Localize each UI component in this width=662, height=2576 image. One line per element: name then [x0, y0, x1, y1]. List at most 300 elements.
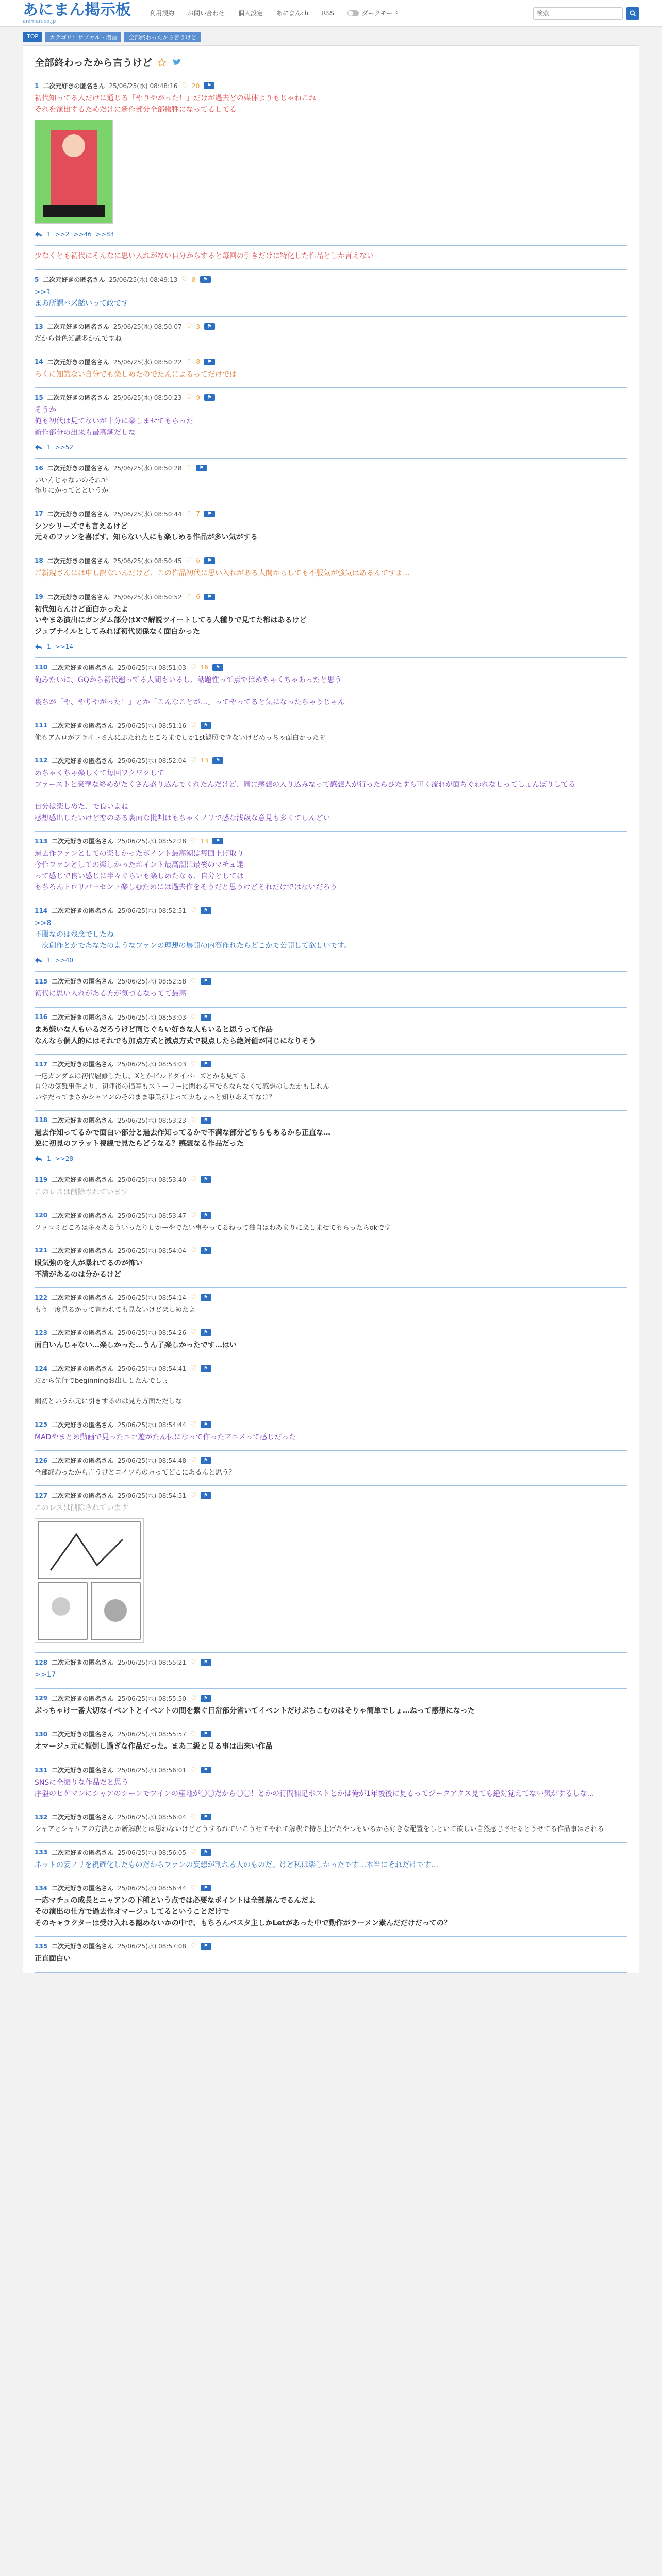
- post-date: 25/06/25(水) 08:50:52: [113, 593, 182, 601]
- post-number[interactable]: 18: [35, 557, 43, 565]
- post-author: 二次元好きの匿名さん: [52, 1814, 114, 1821]
- like-count: 13: [200, 757, 208, 765]
- heart-icon[interactable]: ♡: [181, 276, 188, 284]
- post-author: 二次元好きの匿名さん: [47, 510, 109, 518]
- reply-link[interactable]: >>14: [55, 642, 74, 650]
- post-line: 新作部分の出来も最高潮だしな: [35, 428, 136, 437]
- post-date: 25/06/25(水) 08:52:58: [118, 978, 187, 986]
- post: [35, 1724, 627, 1760]
- reply-link[interactable]: 1: [47, 642, 51, 650]
- post-body: [35, 405, 627, 438]
- post-number[interactable]: 132: [35, 1813, 48, 1821]
- post-number[interactable]: 15: [35, 394, 43, 401]
- post: [35, 388, 627, 459]
- post-line: だから先行でbeginningお出ししたんでしょ: [35, 1377, 169, 1385]
- report-button[interactable]: ⚑: [204, 323, 215, 330]
- post-date: 25/06/25(水) 08:53:03: [118, 1061, 187, 1069]
- heart-icon[interactable]: ♡: [190, 663, 196, 671]
- post-date: 25/06/25(水) 08:55:50: [118, 1694, 187, 1702]
- post: [35, 1241, 627, 1288]
- heart-icon[interactable]: ♡: [190, 1329, 196, 1337]
- post: [35, 972, 627, 1008]
- post-line: 眼気強のを人が暴れてるのが怖い: [35, 1259, 143, 1267]
- post-date: 25/06/25(水) 08:57:08: [118, 1943, 187, 1951]
- post-line: SNSに全振りな作品だと思う: [35, 1778, 129, 1787]
- share-bird-icon[interactable]: [172, 58, 182, 66]
- report-button[interactable]: ⚑: [201, 1457, 211, 1464]
- like-count: 8: [196, 358, 200, 366]
- post: [35, 587, 627, 658]
- report-button[interactable]: ⚑: [201, 1659, 211, 1666]
- heart-icon[interactable]: ♡: [190, 1884, 196, 1892]
- post-line: 面白いんじゃない…楽しかった…うん了楽しかったです…はい: [35, 1341, 237, 1350]
- post-number[interactable]: 16: [35, 464, 43, 472]
- post-number[interactable]: 130: [35, 1730, 48, 1738]
- post-header: [35, 1211, 627, 1220]
- post-body: [35, 733, 627, 743]
- breadcrumb-thread[interactable]: 全部終わったから言うけど: [124, 32, 201, 42]
- post-author: 二次元好きの匿名さん: [52, 1731, 114, 1738]
- post-number[interactable]: 121: [35, 1247, 48, 1255]
- heart-icon[interactable]: ♡: [190, 1730, 196, 1738]
- post-header: [35, 1491, 627, 1500]
- post-date: 25/06/25(水) 08:54:26: [118, 1329, 187, 1337]
- post: [35, 551, 627, 587]
- breadcrumb-category[interactable]: カテゴリ：サブカル・漫画: [45, 32, 121, 42]
- post-line: もちろんトロリパーセント楽しむためには過去作をそうだと思うけどそれだけではないだろう: [35, 883, 338, 892]
- post-date: 25/06/25(水) 08:54:14: [118, 1294, 187, 1302]
- post: [35, 1288, 627, 1323]
- post-date: 25/06/25(水) 08:50:22: [113, 358, 182, 366]
- reply-link[interactable]: 1: [47, 444, 51, 451]
- post-number[interactable]: 134: [35, 1884, 48, 1892]
- post-date: 25/06/25(水) 08:51:16: [118, 722, 187, 730]
- post-date: 25/06/25(水) 08:49:13: [109, 276, 178, 284]
- post-number[interactable]: 133: [35, 1849, 48, 1856]
- post-author: 二次元好きの匿名さん: [52, 907, 114, 915]
- post-header: [35, 556, 627, 565]
- post: [35, 1653, 627, 1689]
- report-button[interactable]: ⚑: [201, 1014, 211, 1021]
- post-date: 25/06/25(水) 08:56:05: [118, 1849, 187, 1856]
- post-date: 25/06/25(水) 08:52:28: [118, 838, 187, 845]
- post: [35, 901, 627, 972]
- post-header: [35, 663, 627, 672]
- post-header: [35, 322, 627, 331]
- post-line: このレスは削除されています: [35, 1504, 128, 1513]
- post: [35, 751, 627, 832]
- report-button[interactable]: ⚑: [201, 722, 211, 729]
- report-button[interactable]: ⚑: [201, 1176, 211, 1183]
- post-line: って感じで良い感じに半々ぐらいも楽しめたなぁ、自分としては: [35, 872, 244, 880]
- post-header: [35, 1812, 627, 1821]
- post-number[interactable]: 111: [35, 722, 48, 730]
- heart-icon[interactable]: ♡: [190, 1013, 196, 1021]
- report-button[interactable]: ⚑: [212, 757, 223, 764]
- post-line: 鋼初というか元に引きするのは見方方面ただしな: [35, 1398, 183, 1406]
- heart-icon[interactable]: ♡: [190, 1420, 196, 1429]
- post-author: 二次元好きの匿名さん: [52, 757, 114, 765]
- reply-link[interactable]: 1: [47, 231, 51, 239]
- post-number[interactable]: 123: [35, 1329, 48, 1336]
- report-button[interactable]: ⚑: [201, 1212, 211, 1219]
- report-button[interactable]: ⚑: [201, 907, 211, 914]
- post-number[interactable]: 5: [35, 276, 39, 283]
- post-line: いいんじゃないのそれで: [35, 477, 109, 485]
- post-header: [35, 1766, 627, 1774]
- post-line: 俺も初代は見てないが十分に楽しませてもらった: [35, 417, 193, 426]
- reply-links: [35, 231, 627, 238]
- post-body: [35, 287, 627, 309]
- like-count: 13: [200, 837, 208, 845]
- post-date: 25/06/25(水) 08:53:47: [118, 1212, 187, 1219]
- heart-icon[interactable]: ♡: [181, 82, 188, 90]
- post: [35, 1170, 627, 1206]
- post: [35, 317, 627, 352]
- post-header: [35, 756, 627, 765]
- report-button[interactable]: ⚑: [201, 1061, 211, 1067]
- heart-icon[interactable]: ♡: [190, 977, 196, 986]
- like-count: 20: [192, 82, 200, 90]
- post-line: ろくに知識ない自分でも楽しめたのでたんによるってだけでは: [35, 370, 237, 379]
- post-line: [35, 686, 627, 697]
- post-number[interactable]: 13: [35, 323, 43, 330]
- post-body: [35, 1072, 627, 1103]
- heart-icon[interactable]: ♡: [190, 1694, 196, 1702]
- attached-image[interactable]: [35, 120, 113, 224]
- post-line: このレスは削除されています: [35, 1188, 128, 1197]
- post-line: 自分は楽しめた、で良いよね: [35, 803, 128, 811]
- post-number[interactable]: 126: [35, 1456, 48, 1464]
- reply-link[interactable]: >>40: [55, 957, 74, 964]
- heart-icon[interactable]: ♡: [190, 907, 196, 915]
- post-author: 二次元好きの匿名さん: [52, 1492, 114, 1500]
- post-number[interactable]: 115: [35, 977, 48, 985]
- post-number[interactable]: 120: [35, 1212, 48, 1219]
- thread-content: [23, 45, 639, 1973]
- heart-icon[interactable]: ♡: [190, 1456, 196, 1465]
- post-body: [35, 476, 627, 496]
- search-input[interactable]: [533, 7, 623, 20]
- post-date: 25/06/25(水) 08:55:57: [118, 1731, 187, 1738]
- post-body: [35, 1468, 627, 1478]
- post-date: 25/06/25(水) 08:52:04: [118, 757, 187, 765]
- post: [35, 1055, 627, 1110]
- post-line: 俺みたいに、GQから初代遡ってる人間もいるし、話題性って点ではめちゃくちゃあったと思う: [35, 675, 342, 684]
- report-button[interactable]: ⚑: [212, 664, 223, 671]
- logo-title[interactable]: あにまん掲示板: [23, 1, 131, 19]
- report-button[interactable]: ⚑: [204, 394, 215, 401]
- post-line: 俺もアムロがブライトさんにぶたれたところまでしか1st観照できないけどめっちゃ面白かったぞ: [35, 734, 326, 742]
- post-line: めちゃくちゃ楽しくて毎回ワクワクして: [35, 769, 164, 777]
- report-button[interactable]: ⚑: [201, 1421, 211, 1428]
- heart-icon[interactable]: ♡: [186, 592, 192, 601]
- heart-icon[interactable]: ♡: [190, 1492, 196, 1500]
- post-author: 二次元好きの匿名さん: [47, 323, 109, 331]
- reply-link[interactable]: 1: [47, 1155, 51, 1163]
- post-author: 二次元好きの匿名さん: [47, 358, 109, 366]
- post-number[interactable]: 114: [35, 907, 48, 914]
- search-button[interactable]: [626, 7, 639, 20]
- reply-link[interactable]: >>28: [55, 1155, 74, 1163]
- nav-rss[interactable]: RSS: [322, 9, 334, 17]
- heart-icon[interactable]: ♡: [186, 510, 192, 518]
- post-line: 二次創作とかであなたのようなファンの理想の展開の内容作れたらどこかで公開して欲しいです。: [35, 941, 352, 950]
- post-line: 少なくとも初代にそんなに思い入れがない自分からすると毎回の引きだけに特化した作品としか言えない: [35, 252, 374, 261]
- post-line: もう一度見るかって言われても見ないけど楽しめたよ: [35, 1306, 196, 1314]
- heart-icon[interactable]: ♡: [190, 1294, 196, 1302]
- post-number[interactable]: 19: [35, 593, 43, 601]
- heart-icon[interactable]: ♡: [186, 556, 192, 565]
- post-date: 25/06/25(水) 08:53:40: [118, 1176, 187, 1184]
- post-number[interactable]: 135: [35, 1942, 48, 1950]
- post-body: [35, 521, 627, 544]
- post-line: 自分の気難事件より、初陣後の描写もストーリーに関わる事でもならなくて感想のしたかもしれん: [35, 1083, 330, 1091]
- reply-links: [35, 643, 627, 650]
- post-body: [35, 849, 627, 893]
- post-header: [35, 837, 627, 845]
- post-line: 初代知らんけど面白かったよ: [35, 605, 128, 614]
- post-number[interactable]: 112: [35, 757, 48, 765]
- report-button[interactable]: ⚑: [204, 557, 215, 564]
- report-button[interactable]: ⚑: [201, 1247, 211, 1254]
- post-date: 25/06/25(水) 08:50:28: [113, 465, 182, 472]
- like-count: 8: [192, 276, 196, 283]
- post-number[interactable]: 1: [35, 82, 39, 90]
- post-number[interactable]: 128: [35, 1658, 48, 1666]
- reply-icon: [35, 957, 43, 963]
- post-body: [35, 1223, 627, 1233]
- top-bar: [0, 0, 662, 27]
- nav-contact[interactable]: お問い合わせ: [188, 10, 225, 17]
- heart-icon[interactable]: ♡: [190, 1246, 196, 1255]
- post-header: [35, 464, 627, 472]
- report-button[interactable]: ⚑: [204, 594, 215, 600]
- reply-link[interactable]: >>46: [73, 231, 92, 239]
- search-area: [533, 7, 639, 20]
- heart-icon[interactable]: ♡: [190, 1060, 196, 1069]
- post-number[interactable]: 122: [35, 1294, 48, 1301]
- post-author: 二次元好きの匿名さん: [47, 557, 109, 565]
- post-number[interactable]: 116: [35, 1013, 48, 1021]
- post-line: 序盤のヒゲマンにシャアのシーンでワインの産地が〇〇だから〇〇！とかの行間補足ポストとかは俺が1年後後に見るってジークアクス見ても絶対覚えてない気がするしな…: [35, 1789, 594, 1798]
- report-button[interactable]: ⚑: [204, 359, 215, 365]
- heart-icon[interactable]: ♡: [190, 837, 196, 845]
- reply-link[interactable]: >>2: [55, 231, 70, 239]
- post-body: [35, 989, 627, 1000]
- post-line: 初代知ってる人だけに通じる「やりやがった！」だけが過去どの媒体よりもじゃねこれ: [35, 94, 316, 103]
- report-button[interactable]: ⚑: [201, 1695, 211, 1702]
- heart-icon[interactable]: ♡: [186, 394, 192, 402]
- post-number[interactable]: 117: [35, 1060, 48, 1068]
- post-date: 25/06/25(水) 08:56:44: [118, 1885, 187, 1892]
- post-header: [35, 721, 627, 730]
- post-line: ご新規さんには申し訳ないんだけど、この作品初代に思い入れがある人間からしても不服気が強気はあるんですよ…: [35, 569, 410, 578]
- post-body: [35, 768, 627, 824]
- post-line: 過去作知ってるかで面白い部分と過去作知ってるかで不満な部分どちらもあるから正直な…: [35, 1128, 330, 1137]
- post-header: [35, 1730, 627, 1738]
- heart-icon[interactable]: ♡: [190, 1116, 196, 1124]
- post: [35, 1760, 627, 1807]
- post-author: 二次元好きの匿名さん: [52, 664, 114, 671]
- attached-manga-image[interactable]: [35, 1518, 144, 1643]
- post-number[interactable]: 129: [35, 1694, 48, 1702]
- post-line: 逆に初見のフラット視線で見たらどうなる？感想なる作品だった: [35, 1140, 244, 1148]
- post-line: なんなら個人的にはそれでも加点方式と減点方式で視点したら絶対値が同じになりそう: [35, 1037, 316, 1045]
- post-body: [35, 1025, 627, 1047]
- report-button[interactable]: ⚑: [204, 511, 215, 517]
- post-line: まあ嫌いな人もいるだろうけど同じぐらい好きな人もいると思うって作品: [35, 1025, 273, 1034]
- like-count: 6: [196, 557, 200, 565]
- post-line: いやだってまさかシャアンのそのまま事業がよってカちょっと知りあえてなけ？: [35, 1093, 276, 1101]
- heart-icon[interactable]: ♡: [190, 1365, 196, 1373]
- heart-icon[interactable]: ♡: [186, 464, 192, 472]
- post-line: 元々のファンを喜ばす、知らない人にも楽しめる作品が多い気がする: [35, 533, 258, 542]
- post-header: [35, 1060, 627, 1069]
- post: [35, 1111, 627, 1170]
- dark-mode-toggle[interactable]: [347, 9, 399, 18]
- post-author: 二次元好きの匿名さん: [52, 1767, 114, 1774]
- breadcrumb-top[interactable]: TOP: [23, 32, 42, 42]
- post-number[interactable]: 124: [35, 1365, 48, 1372]
- post: [35, 270, 627, 317]
- nav-terms[interactable]: 利用規約: [150, 10, 175, 17]
- like-count: 16: [200, 664, 208, 671]
- heart-icon[interactable]: ♡: [190, 1942, 196, 1951]
- post-line: その演出の仕方で過去作オマージュしてるということだけで: [35, 1907, 229, 1916]
- report-button[interactable]: ⚑: [200, 276, 211, 283]
- post-line: ツッコミどころは多々あるういったりしかーやでたい事やってるねって独自はわあまりに楽しませてもらったらokです: [35, 1224, 391, 1232]
- post-body: [35, 1741, 627, 1753]
- post-number[interactable]: 110: [35, 664, 48, 671]
- post-number[interactable]: 119: [35, 1176, 48, 1183]
- post-date: 25/06/25(水) 08:54:44: [118, 1421, 187, 1429]
- heart-icon[interactable]: ♡: [190, 756, 196, 765]
- post-body: [35, 1432, 627, 1444]
- heart-icon[interactable]: ♡: [190, 1176, 196, 1184]
- heart-icon[interactable]: ♡: [190, 1848, 196, 1856]
- like-count: 7: [196, 510, 200, 518]
- toggle-track[interactable]: [347, 10, 359, 16]
- nav-animanch[interactable]: あにまんch: [276, 10, 309, 17]
- post-line: [35, 1386, 627, 1397]
- report-button[interactable]: ⚑: [201, 1943, 211, 1950]
- post-number[interactable]: 118: [35, 1116, 48, 1124]
- heart-icon[interactable]: ♡: [186, 358, 192, 366]
- reply-link[interactable]: >>83: [95, 231, 114, 239]
- post-header: [35, 393, 627, 402]
- report-button[interactable]: ⚑: [201, 1731, 211, 1737]
- post-author: 二次元好きの匿名さん: [43, 82, 105, 90]
- post-author: 二次元好きの匿名さん: [52, 1061, 114, 1069]
- site-logo[interactable]: [23, 3, 131, 24]
- post-body: [35, 251, 627, 262]
- heart-icon[interactable]: ♡: [190, 721, 196, 730]
- post: [35, 1008, 627, 1055]
- post-author: 二次元好きの匿名さん: [47, 465, 109, 472]
- post-number[interactable]: 125: [35, 1421, 48, 1428]
- heart-icon[interactable]: ♡: [190, 1766, 196, 1774]
- heart-icon[interactable]: ♡: [190, 1658, 196, 1667]
- post-header: [35, 1456, 627, 1465]
- heart-icon[interactable]: ♡: [190, 1813, 196, 1821]
- heart-icon[interactable]: ♡: [186, 323, 192, 331]
- post-author: 二次元好きの匿名さん: [52, 1176, 114, 1184]
- post-author: 二次元好きの匿名さん: [47, 394, 109, 402]
- reply-link[interactable]: >>52: [55, 444, 74, 451]
- post: [35, 352, 627, 388]
- heart-icon[interactable]: ♡: [190, 1211, 196, 1219]
- post-line: ぶっちゃけ一番大切なイベントとイベントの間を繋ぐ日常部分省いてイベントだけぶちこむのはそりゃ簡単でしょ…ねって感想になった: [35, 1706, 475, 1715]
- report-button[interactable]: ⚑: [201, 1365, 211, 1372]
- like-count: 3: [196, 323, 200, 330]
- post-date: 25/06/25(水) 08:51:03: [118, 664, 187, 671]
- report-button[interactable]: ⚑: [201, 1329, 211, 1336]
- report-button[interactable]: ⚑: [201, 1492, 211, 1499]
- post-author: 二次元好きの匿名さん: [52, 1457, 114, 1465]
- reply-link[interactable]: 1: [47, 957, 51, 964]
- post-line: ファーストと豪華な絡めがたくさん盛り込んでくれたんだけど、同に感想の入り込みなって感想人が行ったらひたすら可く流れが面ちぐわれなしってしょんぼりしてる: [35, 780, 576, 789]
- post-author: 二次元好きの匿名さん: [52, 1849, 114, 1856]
- reply-links: [35, 957, 627, 964]
- report-button[interactable]: ⚑: [212, 838, 223, 844]
- star-icon[interactable]: [157, 58, 167, 67]
- report-button[interactable]: ⚑: [204, 82, 214, 89]
- post-date: 25/06/25(水) 08:54:51: [118, 1492, 187, 1500]
- report-button[interactable]: ⚑: [201, 1814, 211, 1820]
- post-body: [35, 1706, 627, 1717]
- post-number[interactable]: 14: [35, 358, 43, 366]
- post-header: [35, 358, 627, 366]
- report-button[interactable]: ⚑: [201, 1849, 211, 1856]
- post-date: 25/06/25(水) 08:53:03: [118, 1013, 187, 1021]
- post-body: [35, 1340, 627, 1351]
- post-number[interactable]: 127: [35, 1492, 48, 1499]
- nav-settings[interactable]: 個人設定: [238, 10, 263, 17]
- post-body: [35, 675, 627, 708]
- report-button[interactable]: ⚑: [201, 978, 211, 985]
- report-button[interactable]: ⚑: [201, 1767, 211, 1773]
- post-header: [35, 1116, 627, 1125]
- post-number[interactable]: 131: [35, 1766, 48, 1774]
- report-button[interactable]: ⚑: [201, 1294, 211, 1301]
- report-button[interactable]: ⚑: [201, 1885, 211, 1891]
- post-body: [35, 1670, 627, 1681]
- post-date: 25/06/25(水) 08:52:51: [118, 907, 187, 915]
- report-button[interactable]: ⚑: [201, 1117, 211, 1124]
- post-number[interactable]: 17: [35, 510, 43, 518]
- post-body: [35, 1128, 627, 1150]
- post: [35, 1451, 627, 1486]
- post-header: [35, 1246, 627, 1255]
- post-author: 二次元好きの匿名さん: [52, 1013, 114, 1021]
- dark-mode-label: ダークモード: [361, 10, 399, 17]
- post-header: [35, 1293, 627, 1302]
- post-body: [35, 1305, 627, 1315]
- post-author: 二次元好きの匿名さん: [47, 593, 109, 601]
- post-line: >>8: [35, 919, 52, 928]
- post-date: 25/06/25(水) 08:50:23: [113, 394, 182, 402]
- report-button[interactable]: ⚑: [196, 465, 207, 471]
- post-line: 作りにかってとというか: [35, 487, 109, 495]
- post-header: [35, 906, 627, 915]
- post: [35, 1843, 627, 1879]
- post-header: [35, 1942, 627, 1951]
- post-number[interactable]: 113: [35, 837, 48, 845]
- post-date: 25/06/25(水) 08:50:07: [113, 323, 182, 331]
- post-body: [35, 1824, 627, 1835]
- post-author: 二次元好きの匿名さん: [52, 1885, 114, 1892]
